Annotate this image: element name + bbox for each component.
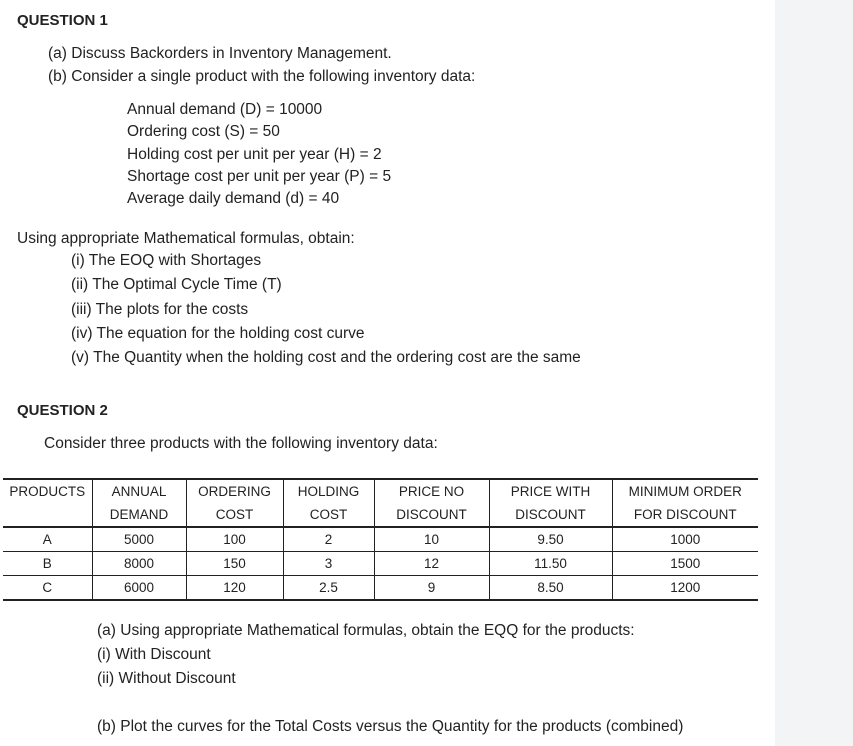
header-cell: PRODUCTS [3,479,92,503]
data-line: Annual demand (D) = 10000 [127,101,323,118]
table-cell: B [3,552,92,576]
table-cell: 8000 [92,552,186,576]
header-cell [3,503,92,527]
table-cell: 100 [186,527,283,552]
table-cell: 9.50 [489,527,612,552]
q2-part-b: (b) Plot the curves for the Total Costs versus the Quantity for the products (combined) [97,718,684,735]
q2-intro: Consider three products with the following inventory data: [44,435,438,452]
inventory-table [3,478,758,601]
header-cell: DISCOUNT [374,503,489,527]
table-cell: 1200 [612,576,758,601]
q1-intro: Using appropriate Mathematical formulas, obtain: [17,230,355,247]
table-cell: A [3,527,92,552]
table-cell: 2.5 [283,576,374,601]
q1-item: (i) The EOQ with Shortages [71,252,262,269]
q1-item: (iv) The equation for the holding cost curve [71,325,365,342]
table-cell: 120 [186,576,283,601]
table-cell: 150 [186,552,283,576]
q1-item: (iii) The plots for the costs [71,301,249,318]
table-cell: 9 [374,576,489,601]
data-line: Ordering cost (S) = 50 [127,123,280,140]
table-cell: 1000 [612,527,758,552]
table-cell: 2 [283,527,374,552]
table-cell: 5000 [92,527,186,552]
q1-item: (ii) The Optimal Cycle Time (T) [71,276,282,293]
question-2-title: QUESTION 2 [17,402,108,419]
table-cell: 3 [283,552,374,576]
header-cell: FOR DISCOUNT [612,503,758,527]
table-cell: 1500 [612,552,758,576]
header-cell: ANNUAL [92,479,186,503]
header-cell: PRICE WITH [489,479,612,503]
q1-part-b: (b) Consider a single product with the following inventory data: [48,68,476,85]
header-cell: PRICE NO [374,479,489,503]
question-1-title: QUESTION 1 [17,12,108,29]
data-line: Average daily demand (d) = 40 [127,190,340,207]
header-cell: MINIMUM ORDER [612,479,758,503]
q2-part-a-ii: (ii) Without Discount [97,670,236,687]
header-cell: DISCOUNT [489,503,612,527]
table-cell: 8.50 [489,576,612,601]
q1-part-a: (a) Discuss Backorders in Inventory Management. [48,45,392,62]
table-cell: 11.50 [489,552,612,576]
table-cell: C [3,576,92,601]
table-cell: 10 [374,527,489,552]
data-line: Shortage cost per unit per year (P) = 5 [127,168,392,185]
header-cell: DEMAND [92,503,186,527]
table-row [3,576,758,601]
data-line: Holding cost per unit per year (H) = 2 [127,146,382,163]
table-row [3,552,758,576]
header-cell: COST [283,503,374,527]
table-cell: 6000 [92,576,186,601]
table-row [3,527,758,552]
q2-part-a-i: (i) With Discount [97,646,211,663]
header-cell: HOLDING [283,479,374,503]
header-cell: ORDERING [186,479,283,503]
table-cell: 12 [374,552,489,576]
q2-part-a: (a) Using appropriate Mathematical formulas, obtain the EQQ for the products: [97,622,635,639]
header-cell: COST [186,503,283,527]
q1-item: (v) The Quantity when the holding cost and the ordering cost are the same [71,349,581,366]
